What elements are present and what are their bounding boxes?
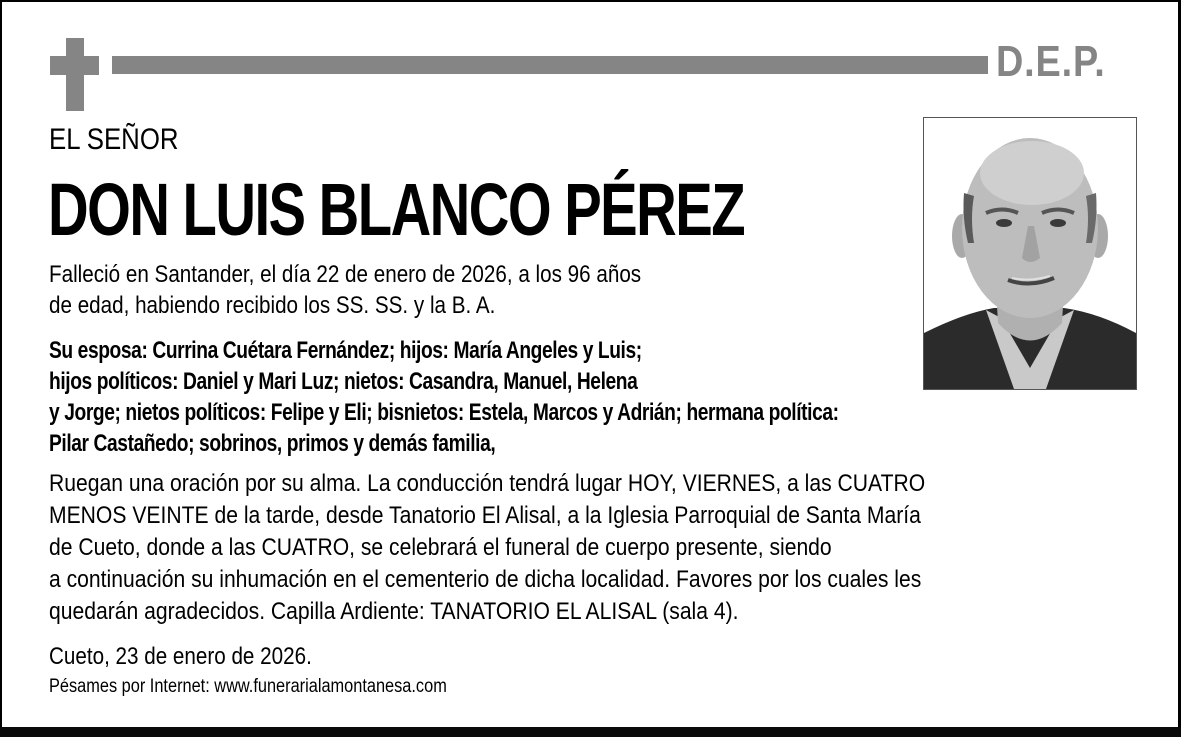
portrait-photo <box>923 117 1137 390</box>
ceremony-line: MENOS VEINTE de la tarde, desde Tanatorio El Alisal, a la Iglesia Parroquial de Santa María <box>49 502 921 529</box>
family-line: Su esposa: Currina Cuétara Fernández; hijos: María Angeles y Luis; <box>49 337 642 364</box>
death-notice <box>49 259 641 321</box>
ceremony-line: de Cueto, donde a las CUATRO, se celebrará el funeral de cuerpo presente, siendo <box>49 534 832 561</box>
ceremony-line: a continuación su inhumación en el cementerio de dicha localidad. Favores por los cuales les <box>49 566 922 593</box>
header-rule <box>112 56 988 74</box>
ceremony-line: Ruegan una oración por su alma. La conducción tendrá lugar HOY, VIERNES, a las CUATRO <box>49 470 926 497</box>
family-line: y Jorge; nietos políticos: Felipe y Eli; bisnietos: Estela, Marcos y Adrián; hermana política: <box>49 399 839 426</box>
condolences-link: Pésames por Internet: www.funerarialamontanesa.com <box>49 676 447 697</box>
death-notice-line: Falleció en Santander, el día 22 de enero de 2026, a los 96 años <box>49 261 642 288</box>
ceremony-line: quedarán agradecidos. Capilla Ardiente: TANATORIO EL ALISAL (sala 4). <box>49 598 739 625</box>
family-line: hijos políticos: Daniel y Mari Luz; nietos: Casandra, Manuel, Helena <box>49 368 638 395</box>
latin-cross-icon-arm <box>50 56 99 75</box>
bottom-border <box>0 727 1181 737</box>
honorific: EL SEÑOR <box>49 123 179 156</box>
ceremony-details <box>49 468 925 628</box>
portrait-image <box>924 118 1136 389</box>
family-line: Pilar Castañedo; sobrinos, primos y demás familia, <box>49 430 496 457</box>
death-notice-line: de edad, habiendo recibido los SS. SS. y la B. A. <box>49 292 496 319</box>
family-list <box>49 335 839 459</box>
deceased-name: DON LUIS BLANCO PÉREZ <box>48 168 745 251</box>
place-date: Cueto, 23 de enero de 2026. <box>49 643 312 670</box>
dep-label: D.E.P. <box>996 37 1106 86</box>
